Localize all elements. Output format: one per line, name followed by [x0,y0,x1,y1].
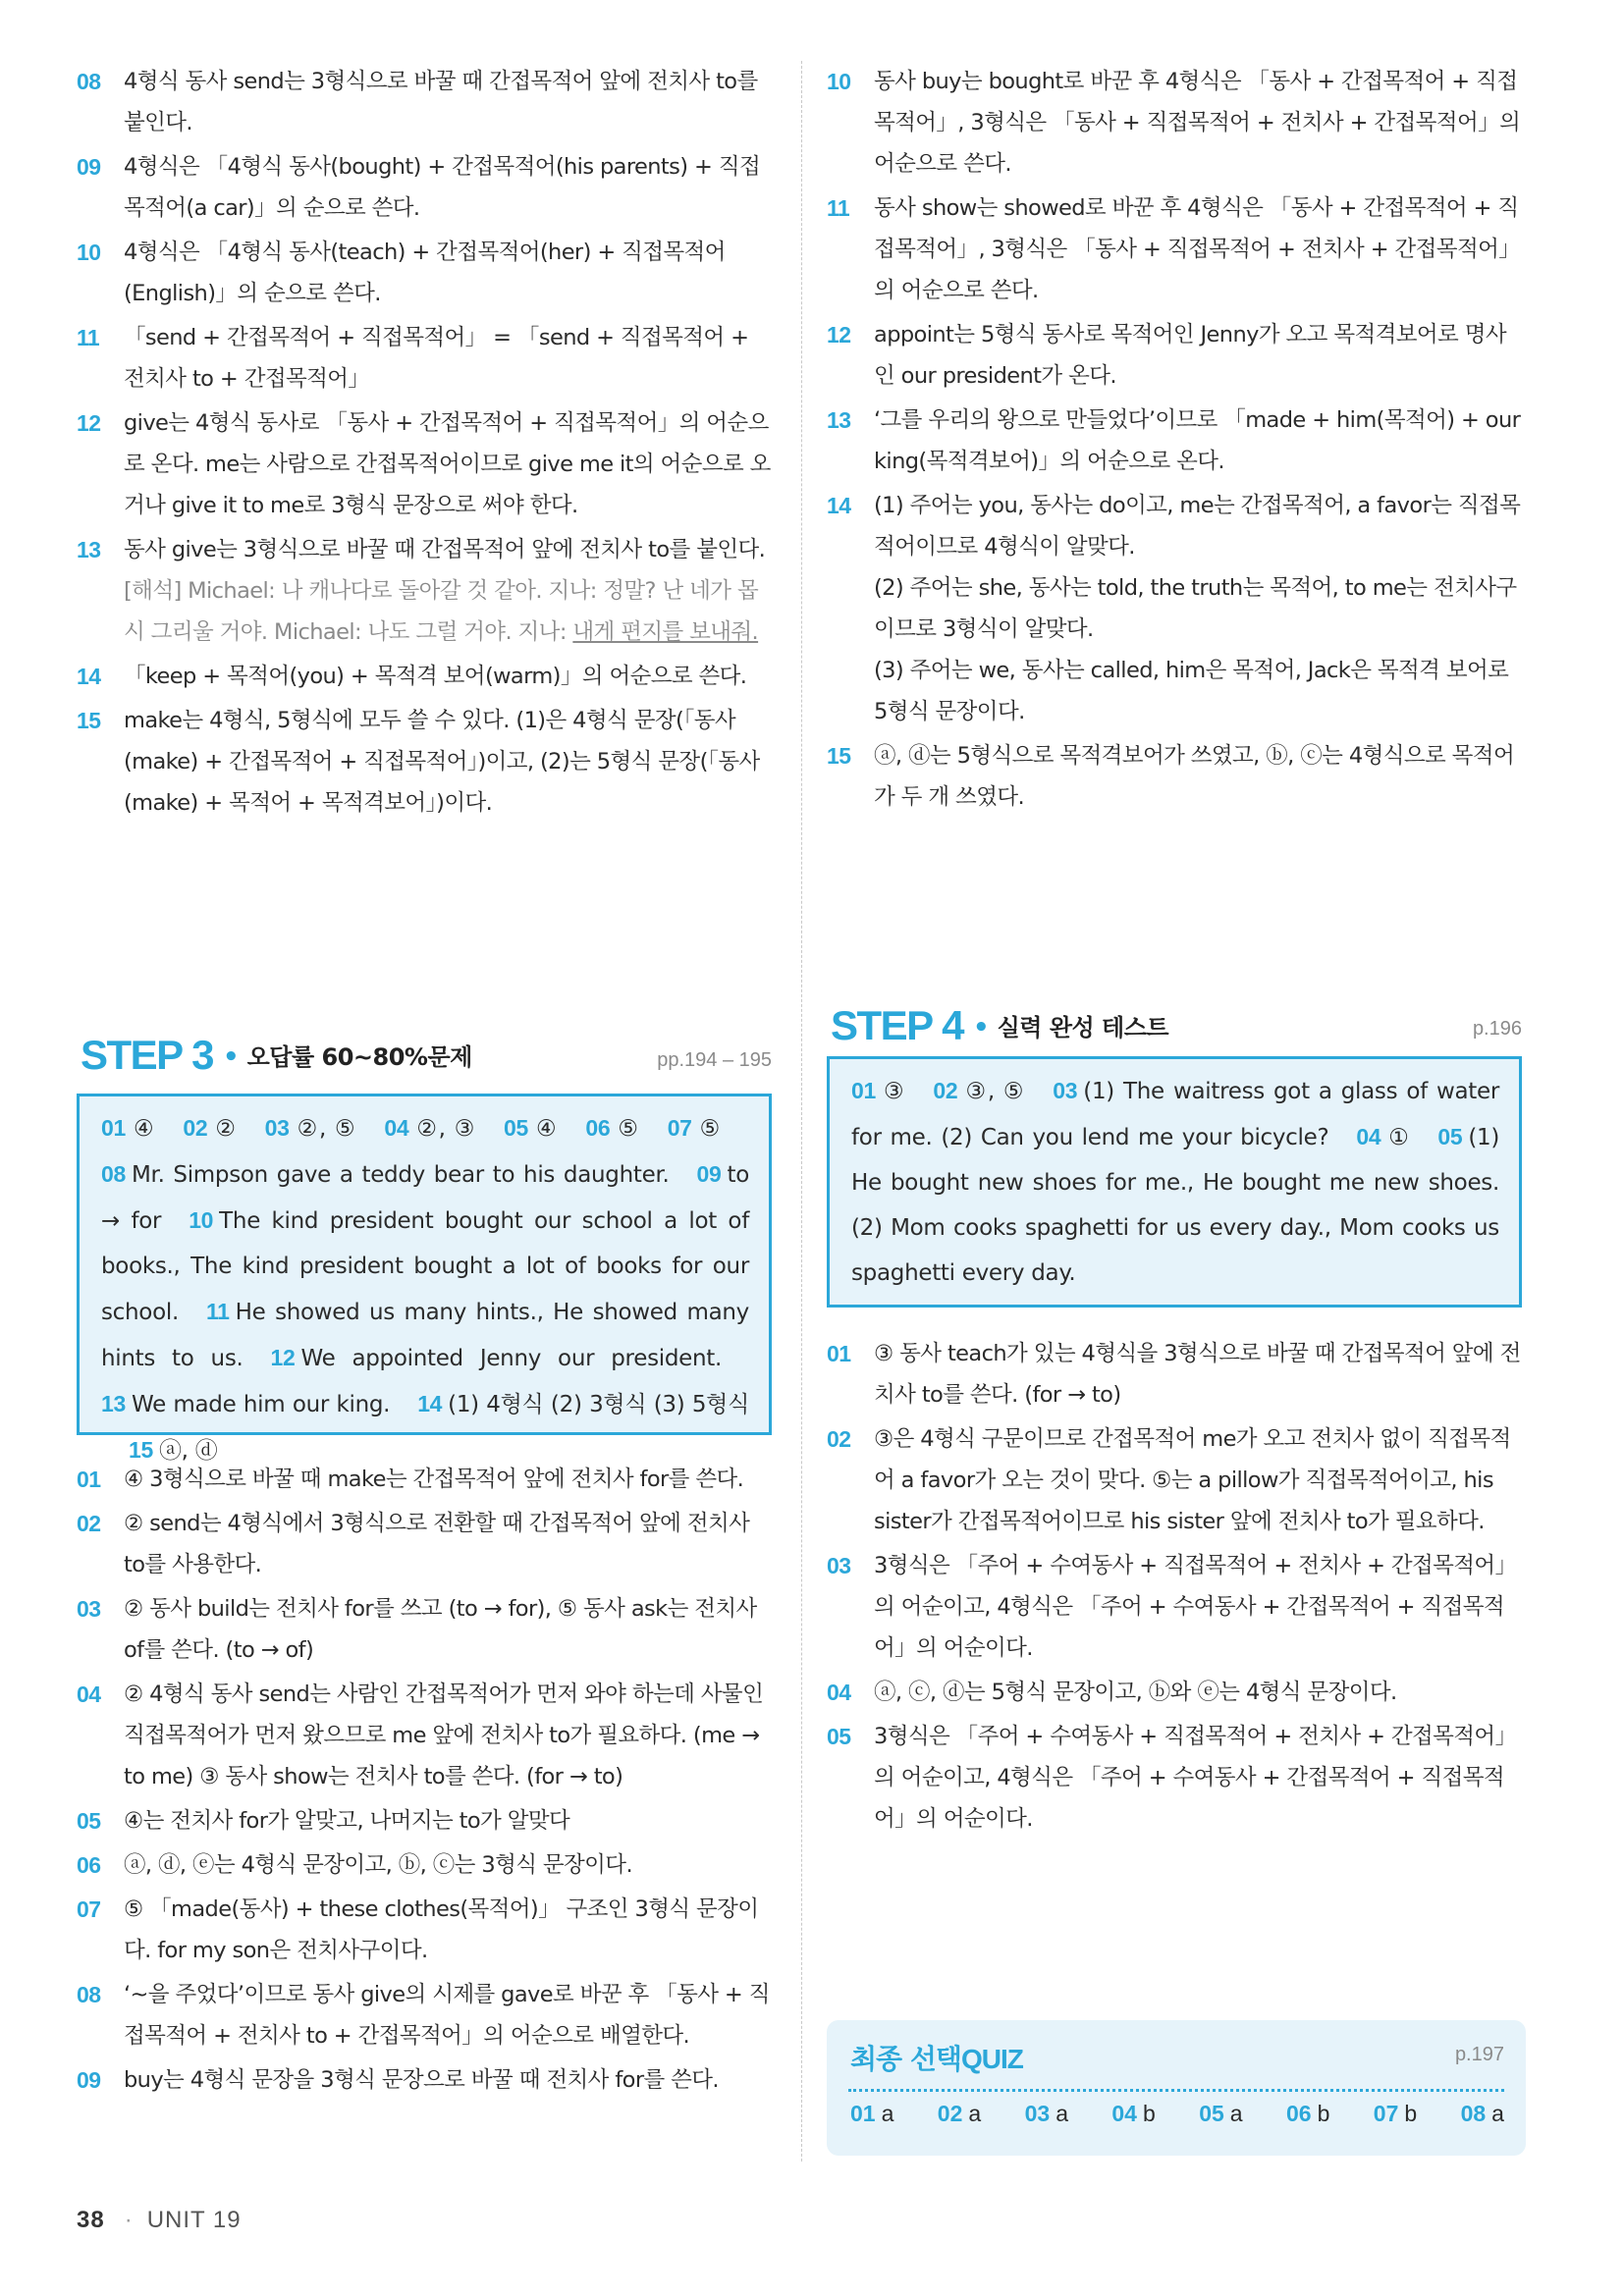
answer-number: 12 [270,1345,296,1370]
answer-number: 09 [696,1161,722,1187]
answer-value: ① [1386,1125,1411,1150]
item-text: ② send는 4형식에서 3형식으로 전환할 때 간접목적어 앞에 전치사 to를 사용한다. [124,1511,750,1577]
quiz-answer [850,2101,893,2127]
explanation-item [77,1844,776,1886]
answer-number: 13 [101,1391,126,1416]
item-number: 08 [77,69,101,94]
answer-value: ② [213,1116,238,1142]
item-text: ‘그를 우리의 왕으로 만들었다’이므로 「made + him(목적어) + our king(목적격보어)」의 어순으로 온다. [874,407,1521,474]
explanation-item [77,656,776,697]
explanation-item [827,1716,1526,1840]
item-number: 10 [827,69,851,94]
quiz-answer [1199,2101,1242,2127]
item-number: 09 [77,2067,101,2093]
item-text: buy는 4형식 문장을 3형식 문장으로 바꿀 때 전치사 for를 쓴다. [124,2067,719,2093]
answer-number: 01 [101,1115,126,1141]
item-number: 11 [827,195,850,221]
answer-number: 14 [417,1391,443,1416]
item-number: 03 [77,1596,101,1622]
item-text: (2) 주어는 she, 동사는 told, the truth는 목적어, to me는 전치사구이므로 3형식이 알맞다. [874,575,1517,642]
item-number: 01 [77,1467,101,1492]
item-text: 동사 give는 3형식으로 바꿀 때 간접목적어 앞에 전치사 to를 붙인다. [124,537,766,562]
step3-header [81,1032,772,1078]
quiz-dotted-divider [848,2089,1504,2092]
quiz-answer-row [850,2101,1504,2127]
quiz-title: 최종 선택QUIZ [850,2043,1023,2075]
answer-value: to → for [101,1162,749,1234]
answer-number: 10 [189,1207,214,1233]
explanation-item [77,1674,776,1797]
item-number: 02 [827,1426,851,1452]
answer-value: (1) 4형식 (2) 3형식 (3) 5형식 [448,1392,749,1417]
item-number: 11 [77,325,100,350]
item-number: 13 [77,537,101,562]
item-text: 「keep + 목적어(you) + 목적격 보어(warm)」의 어순으로 쓴다. [124,664,747,689]
answer-number: 06 [585,1115,611,1141]
answer-number: 15 [129,1437,153,1463]
item-text: ‘~을 주었다’이므로 동사 give의 시제를 gave로 바꾼 후 「동사 + 직접목적어 + 전치사 to + 간접목적어」의 어순으로 배열한다. [124,1982,770,2049]
answer-value: He showed us many hints., He showed many hints to us. [101,1300,749,1371]
explanation-item [827,1545,1526,1669]
explanation-item [77,317,776,400]
item-text: make는 4형식, 5형식에 모두 쓸 수 있다. (1)은 4형식 문장(「동사(make) + 간접목적어 + 직접목적어」)이고, (2)는 5형식 문장(「동사(make) + 목적어 + 목적격보어」)이다. [124,708,760,816]
step3-answer-box [77,1094,772,1464]
quiz-answer-number: 04 [1111,2101,1137,2126]
quiz-answer-number: 08 [1460,2101,1487,2126]
step3-subtitle: 오답률 60~80%문제 [246,1043,472,1071]
item-text: 4형식은 「4형식 동사(bought) + 간접목적어(his parents) + 직접목적어(a car)」의 순으로 쓴다. [124,154,761,221]
answer-value: (1) He bought new shoes for me., He bought me new shoes. (2) Mom cooks spaghetti for us every day., Mom cooks us spaghetti every day. [851,1125,1499,1286]
answer-value: ⑤ [697,1116,723,1142]
answer-number: 04 [1356,1124,1381,1149]
explanation-item [77,529,776,653]
answer-value: ④ [534,1116,559,1142]
item-text: 3형식은 「주어 + 수여동사 + 직접목적어 + 전치사 + 간접목적어」의 어순이고, 4형식은 「주어 + 수여동사 + 간접목적어 + 직접목적어」의 어순이다. [874,1553,1517,1661]
quiz-answer [938,2101,981,2127]
answer-number: 05 [1437,1124,1463,1149]
answer-number: 02 [183,1115,208,1141]
explanation-item [77,1974,776,2056]
item-number: 12 [827,322,851,347]
item-text: 3형식은 「주어 + 수여동사 + 직접목적어 + 전치사 + 간접목적어」의 어순이고, 4형식은 「주어 + 수여동사 + 간접목적어 + 직접목적어」의 어순이다. [874,1724,1517,1832]
quiz-answer-value: a [1491,2101,1504,2126]
answer-number: 08 [101,1161,126,1187]
quiz-answer-value: b [1404,2101,1418,2126]
answer-number: 07 [667,1115,692,1141]
item-text: ⓐ, ⓒ, ⓓ는 5형식 문장이고, ⓑ와 ⓔ는 4형식 문장이다. [874,1680,1397,1705]
item-text: ⑤ 「made(동사) + these clothes(목적어)」 구조인 3형식 문장이다. for my son은 전치사구이다. [124,1896,759,1963]
quiz-answer-value: a [881,2101,894,2126]
item-number: 10 [77,240,101,265]
quiz-answer-value: b [1317,2101,1330,2126]
item-text: ④ 3형식으로 바꿀 때 make는 간접목적어 앞에 전치사 for를 쓴다. [124,1467,744,1492]
item-number: 12 [77,410,101,436]
item-text: appoint는 5형식 동사로 목적어인 Jenny가 오고 목적격보어로 명사인 our president가 온다. [874,322,1506,389]
item-number: 04 [77,1682,101,1707]
answer-value: We made him our king. [131,1392,391,1417]
translation-note [124,570,776,653]
translation-underlined: 내게 편지를 보내줘. [572,619,759,645]
item-text: 4형식 동사 send는 3형식으로 바꿀 때 간접목적어 앞에 전치사 to를 붙인다. [124,69,758,135]
item-number: 05 [827,1724,851,1749]
quiz-answer [1286,2101,1329,2127]
answer-value: ⓐ, ⓓ [158,1438,218,1464]
explanation-item [77,402,776,526]
answer-number: 05 [504,1115,529,1141]
item-text: give는 4형식 동사로 「동사 + 간접목적어 + 직접목적어」의 어순으로 온다. me는 사람으로 간접목적어이므로 give me it의 어순으로 오거나 give it to me로 3형식 문장으로 써야 한다. [124,410,771,518]
answer-number: 03 [264,1115,290,1141]
answer-value: ②, ③ [414,1116,477,1142]
quiz-answer-value: a [1229,2101,1243,2126]
item-text: ② 4형식 동사 send는 사람인 간접목적어가 먼저 와야 하는데 사물인 직접목적어가 먼저 왔으므로 me 앞에 전치사 to가 필요하다. (me → to me) ③ 동사 show는 전치사 to를 쓴다. (for → to) [124,1682,764,1789]
quiz-answer-number: 05 [1199,2101,1224,2126]
answer-number: 02 [933,1078,958,1103]
step4-title: STEP 4 [831,1002,963,1048]
translation-text: [해석] Michael: 나 캐나다로 돌아갈 것 같아. 지나: 정말? 난 네가 몹시 그리울 거야. Michael: 나도 그럴 거야. 지나: [124,578,759,645]
explanation-item [827,314,1526,397]
explanation-item [827,1333,1526,1415]
item-number: 07 [77,1896,101,1922]
explanation-item [77,146,776,229]
right-explanations-continued [827,61,1526,818]
explanation-item [77,1588,776,1671]
step4-explanations [827,1333,1526,1840]
item-text: (1) 주어는 you, 동사는 do이고, me는 간접목적어, a favor는 직접목적어이므로 4형식이 알맞다. [874,493,1521,560]
item-text: 동사 show는 showed로 바꾼 후 4형식은 「동사 + 간접목적어 + 직접목적어」, 3형식은 「동사 + 직접목적어 + 전치사 + 간접목적어」의 어순으로 쓴다. [874,195,1521,303]
page-footer [77,2207,242,2234]
step4-answer-list [830,1056,1519,1309]
item-text: 「send + 간접목적어 + 직접목적어」 = 「send + 직접목적어 + 전치사 to + 간접목적어」 [124,325,749,392]
answer-value: We appointed Jenny our president. [300,1346,722,1371]
item-number: 15 [77,708,101,733]
answer-number: 04 [384,1115,409,1141]
step3-title: STEP 3 [81,1032,213,1078]
item-number: 06 [77,1852,101,1878]
column-divider [801,61,802,2162]
item-text: ② 동사 build는 전치사 for를 쓰고 (to → for), ⑤ 동사 ask는 전치사 of를 쓴다. (to → of) [124,1596,757,1663]
quiz-answer-value: a [968,2101,982,2126]
explanation-item [77,1459,776,1500]
item-number: 09 [77,154,101,180]
answer-number: 11 [205,1299,230,1324]
quiz-answer-number: 01 [850,2101,876,2126]
item-number: 03 [827,1553,851,1578]
quiz-answer-number: 06 [1285,2101,1312,2126]
answer-number: 01 [851,1078,876,1103]
item-text: ③은 4형식 구문이므로 간접목적어 me가 오고 전치사 없이 직접목적어 a favor가 오는 것이 맞다. ⑤는 a pillow가 직접목적어이고, his sister가 간접목적어이므로 his sister 앞에 전치사 to가 필요하다. [874,1426,1511,1534]
explanation-item [77,61,776,143]
answer-value: (1) The waitress got a glass of water for me. (2) Can you lend me your bicycle? [851,1079,1499,1150]
answer-value: ⑤ [616,1116,640,1142]
quiz-answer [1111,2101,1155,2127]
answer-value: The kind president bought our school a lot of books., The kind president bought a lot of books for our school. [101,1208,749,1325]
answer-value: ②, ⑤ [295,1116,357,1142]
item-number: 14 [77,664,101,689]
explanation-item [827,1672,1526,1713]
explanation-item [77,700,776,824]
item-number: 02 [77,1511,101,1536]
quiz-answer-number: 02 [937,2101,963,2126]
item-text: 4형식은 「4형식 동사(teach) + 간접목적어(her) + 직접목적어(English)」의 순으로 쓴다. [124,240,726,306]
item-number: 13 [827,407,851,433]
quiz-answer-value: a [1056,2101,1068,2126]
explanation-item [827,735,1526,818]
item-number: 15 [827,743,851,769]
quiz-answer-value: b [1142,2101,1156,2126]
explanation-item [77,232,776,314]
answer-value: ③ [881,1079,906,1104]
left-column [77,61,776,2201]
quiz-answer [1461,2101,1504,2127]
step4-header [831,1002,1522,1048]
unit-label: UNIT 19 [146,2207,242,2233]
item-text: ⓐ, ⓓ, ⓔ는 4형식 문장이고, ⓑ, ⓒ는 3형식 문장이다. [124,1852,632,1878]
item-number: 08 [77,1982,101,2007]
step4-pages: p.196 [1472,1018,1522,1040]
item-text: ③ 동사 teach가 있는 4형식을 3형식으로 바꿀 때 간접목적어 앞에 전치사 to를 쓴다. (for → to) [874,1341,1521,1408]
quiz-answer-number: 03 [1024,2101,1051,2126]
item-number: 14 [827,493,851,518]
step4-answer-box [827,1056,1522,1308]
item-number: 05 [77,1808,101,1834]
footer-separator: · [124,2207,134,2233]
step4-subtitle: 실력 완성 테스트 [997,1014,1169,1041]
explanation-item [77,1503,776,1585]
step3-bullet-icon: • [222,1042,240,1072]
explanation-item [827,400,1526,482]
item-text: (3) 주어는 we, 동사는 called, him은 목적어, Jack은 목적격 보어로 5형식 문장이다. [874,658,1509,724]
quiz-answer [1374,2101,1417,2127]
explanation-item [827,187,1526,311]
answer-number: 03 [1053,1078,1078,1103]
right-column [827,61,1526,2201]
explanation-item [77,2059,776,2101]
step3-pages: pp.194 – 195 [657,1049,772,1071]
explanation-item [827,485,1526,732]
page-number: 38 [77,2207,105,2233]
answer-value: ③, ⑤ [963,1079,1026,1104]
explanation-item [77,1889,776,1971]
left-explanations-continued [77,61,776,824]
answer-value: ④ [131,1116,156,1142]
explanation-item [827,61,1526,185]
item-number: 01 [827,1341,851,1366]
explanation-item [827,1418,1526,1542]
item-text: 동사 buy는 bought로 바꾼 후 4형식은 「동사 + 간접목적어 + 직접목적어」, 3형식은 「동사 + 직접목적어 + 전치사 + 간접목적어」의 어순으로 쓴다. [874,69,1521,177]
item-text: ⓐ, ⓓ는 5형식으로 목적격보어가 쓰였고, ⓑ, ⓒ는 4형식으로 목적어가 두 개 쓰였다. [874,743,1515,810]
item-text: ④는 전치사 for가 알맞고, 나머지는 to가 알맞다 [124,1808,570,1834]
item-number: 04 [827,1680,851,1705]
quiz-page: p.197 [1454,2044,1504,2065]
quiz-answer [1025,2101,1068,2127]
explanation-item [77,1800,776,1842]
final-quiz-box [827,2020,1526,2156]
answer-value: Mr. Simpson gave a teddy bear to his daughter. [131,1162,670,1188]
quiz-answer-number: 07 [1373,2101,1399,2126]
step3-explanations [77,1459,776,2101]
step4-bullet-icon: • [972,1013,990,1042]
